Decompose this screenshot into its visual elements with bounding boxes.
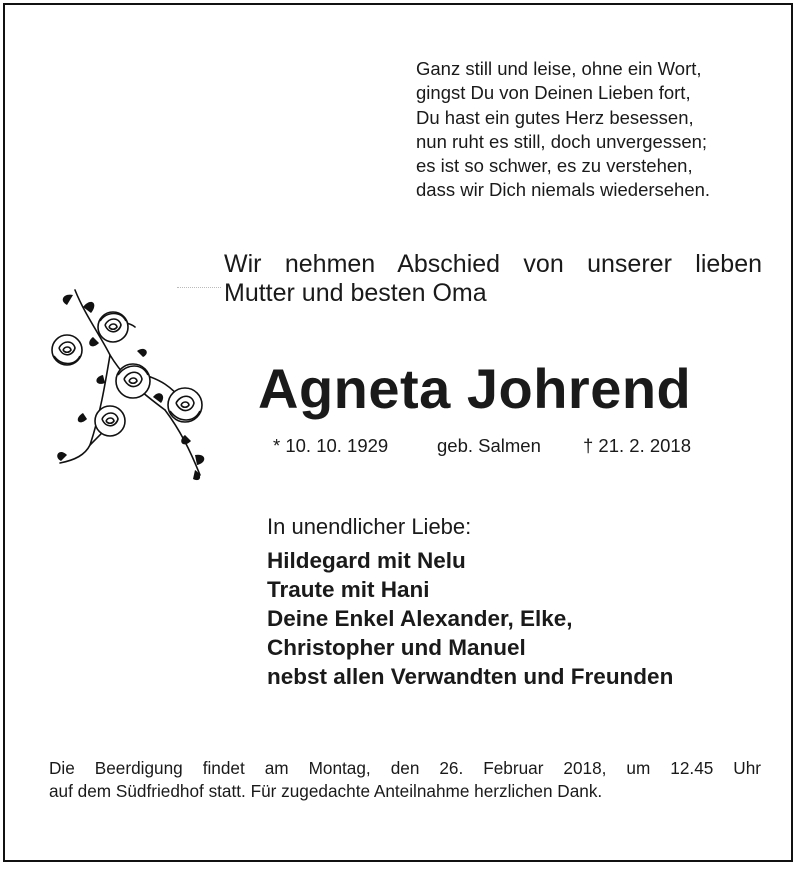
poem-line: es ist so schwer, es zu verstehen, [416, 155, 693, 177]
mourners-intro: In unendlicher Liebe: [267, 514, 472, 539]
poem-line: Ganz still und leise, ohne ein Wort, [416, 58, 702, 79]
poem-line: nun ruht es still, doch unvergessen; [416, 130, 708, 152]
deceased-name: Agneta Johrend [258, 357, 692, 420]
farewell-line-2: Mutter und besten Oma [224, 279, 487, 307]
farewell-line-1: Wir nehmen Abschied von unserer lieben [224, 250, 762, 278]
poem-line: Du hast ein gutes Herz besessen, [416, 106, 694, 128]
mourner-line: Hildegard mit Nelu [267, 548, 466, 573]
mourner-line: Christopher und Manuel [267, 635, 526, 660]
mourner-line: Traute mit Hani [267, 577, 430, 602]
farewell-intro [224, 250, 762, 308]
funeral-notice [49, 757, 761, 803]
mourner-line: Deine Enkel Alexander, Elke, [267, 606, 573, 631]
mourners-list [267, 546, 673, 691]
birth-date: * 10. 10. 1929 [273, 435, 389, 456]
life-dates [273, 435, 691, 457]
funeral-line-1: Die Beerdigung findet am Montag, den 26. Februar 2018, um 12.45 Uhr [49, 758, 761, 778]
mourner-line: nebst allen Verwandten und Freunden [267, 664, 674, 689]
poem-line: dass wir Dich niemals wiedersehen. [416, 179, 711, 201]
obituary-frame [3, 3, 793, 862]
maiden-name: geb. Salmen [437, 435, 541, 456]
poem-line: gingst Du von Deinen Lieben fort, [416, 82, 691, 104]
funeral-line-2: auf dem Südfriedhof statt. Für zugedachte Anteilnahme herzlichen Dank. [49, 781, 603, 801]
poem [416, 57, 776, 203]
rose-branch-icon [45, 285, 225, 485]
death-date: † 21. 2. 2018 [583, 435, 692, 456]
